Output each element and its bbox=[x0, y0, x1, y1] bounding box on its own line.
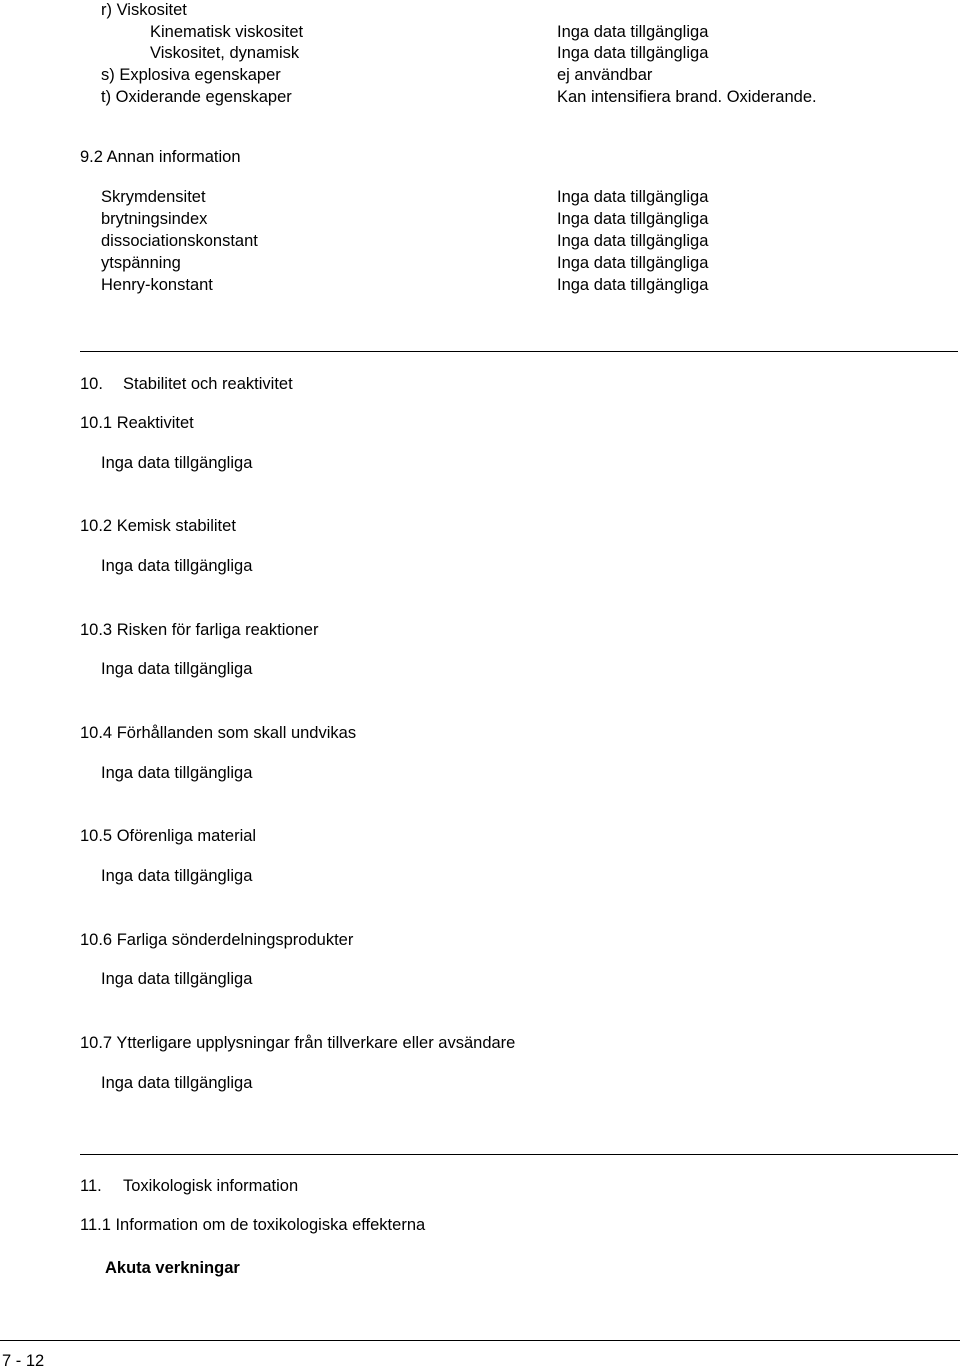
section-divider-11 bbox=[80, 1154, 958, 1155]
property-value-surface-tension: Inga data tillgängliga bbox=[557, 254, 709, 272]
subsection-heading-10-6: 10.6 Farliga sönderdelningsprodukter bbox=[80, 931, 354, 949]
property-label-dissociation-constant: dissociationskonstant bbox=[101, 232, 258, 250]
section-title-11: Toxikologisk information bbox=[123, 1177, 299, 1195]
footer-divider bbox=[0, 1340, 960, 1341]
subsection-body-10-6: Inga data tillgängliga bbox=[101, 970, 253, 988]
subsection-heading-10-3: 10.3 Risken för farliga reaktioner bbox=[80, 621, 319, 639]
section-heading-9-2: 9.2 Annan information bbox=[80, 148, 241, 166]
section-number-11: 11. bbox=[80, 1177, 102, 1195]
property-value-refractive-index: Inga data tillgängliga bbox=[557, 210, 709, 228]
property-label-explosive: s) Explosiva egenskaper bbox=[101, 66, 281, 84]
property-label-refractive-index: brytningsindex bbox=[101, 210, 208, 228]
property-label-dynamic-viscosity: Viskositet, dynamisk bbox=[150, 44, 300, 62]
property-label-surface-tension: ytspänning bbox=[101, 254, 181, 272]
section-number-10: 10. bbox=[80, 375, 103, 393]
property-value-dynamic-viscosity: Inga data tillgängliga bbox=[557, 44, 709, 62]
subsection-body-10-4: Inga data tillgängliga bbox=[101, 764, 253, 782]
section-divider-10 bbox=[80, 351, 958, 352]
page-number: 7 - 12 bbox=[2, 1352, 45, 1370]
acute-effects-heading: Akuta verkningar bbox=[105, 1259, 240, 1277]
property-value-henry-constant: Inga data tillgängliga bbox=[557, 276, 709, 294]
subsection-heading-10-5: 10.5 Oförenliga material bbox=[80, 827, 257, 845]
subsection-heading-11-1: 11.1 Information om de toxikologiska effekterna bbox=[80, 1216, 426, 1234]
subsection-heading-10-2: 10.2 Kemisk stabilitet bbox=[80, 517, 236, 535]
property-label-oxidizing: t) Oxiderande egenskaper bbox=[101, 88, 292, 106]
property-value-dissociation-constant: Inga data tillgängliga bbox=[557, 232, 709, 250]
subsection-body-10-5: Inga data tillgängliga bbox=[101, 867, 253, 885]
property-value-oxidizing: Kan intensifiera brand. Oxiderande. bbox=[557, 88, 817, 106]
subsection-heading-10-1: 10.1 Reaktivitet bbox=[80, 414, 194, 432]
subsection-body-10-2: Inga data tillgängliga bbox=[101, 557, 253, 575]
section-title-10: Stabilitet och reaktivitet bbox=[123, 375, 293, 393]
property-label-henry-constant: Henry-konstant bbox=[101, 276, 213, 294]
property-label-viscosity: r) Viskositet bbox=[101, 1, 187, 19]
subsection-body-10-1: Inga data tillgängliga bbox=[101, 454, 253, 472]
subsection-body-10-3: Inga data tillgängliga bbox=[101, 660, 253, 678]
property-value-explosive: ej användbar bbox=[557, 66, 653, 84]
subsection-body-10-7: Inga data tillgängliga bbox=[101, 1074, 253, 1092]
property-value-kinematic-viscosity: Inga data tillgängliga bbox=[557, 23, 709, 41]
subsection-heading-10-7: 10.7 Ytterligare upplysningar från tillverkare eller avsändare bbox=[80, 1034, 516, 1052]
property-label-bulk-density: Skrymdensitet bbox=[101, 188, 206, 206]
property-label-kinematic-viscosity: Kinematisk viskositet bbox=[150, 23, 304, 41]
property-value-bulk-density: Inga data tillgängliga bbox=[557, 188, 709, 206]
subsection-heading-10-4: 10.4 Förhållanden som skall undvikas bbox=[80, 724, 357, 742]
